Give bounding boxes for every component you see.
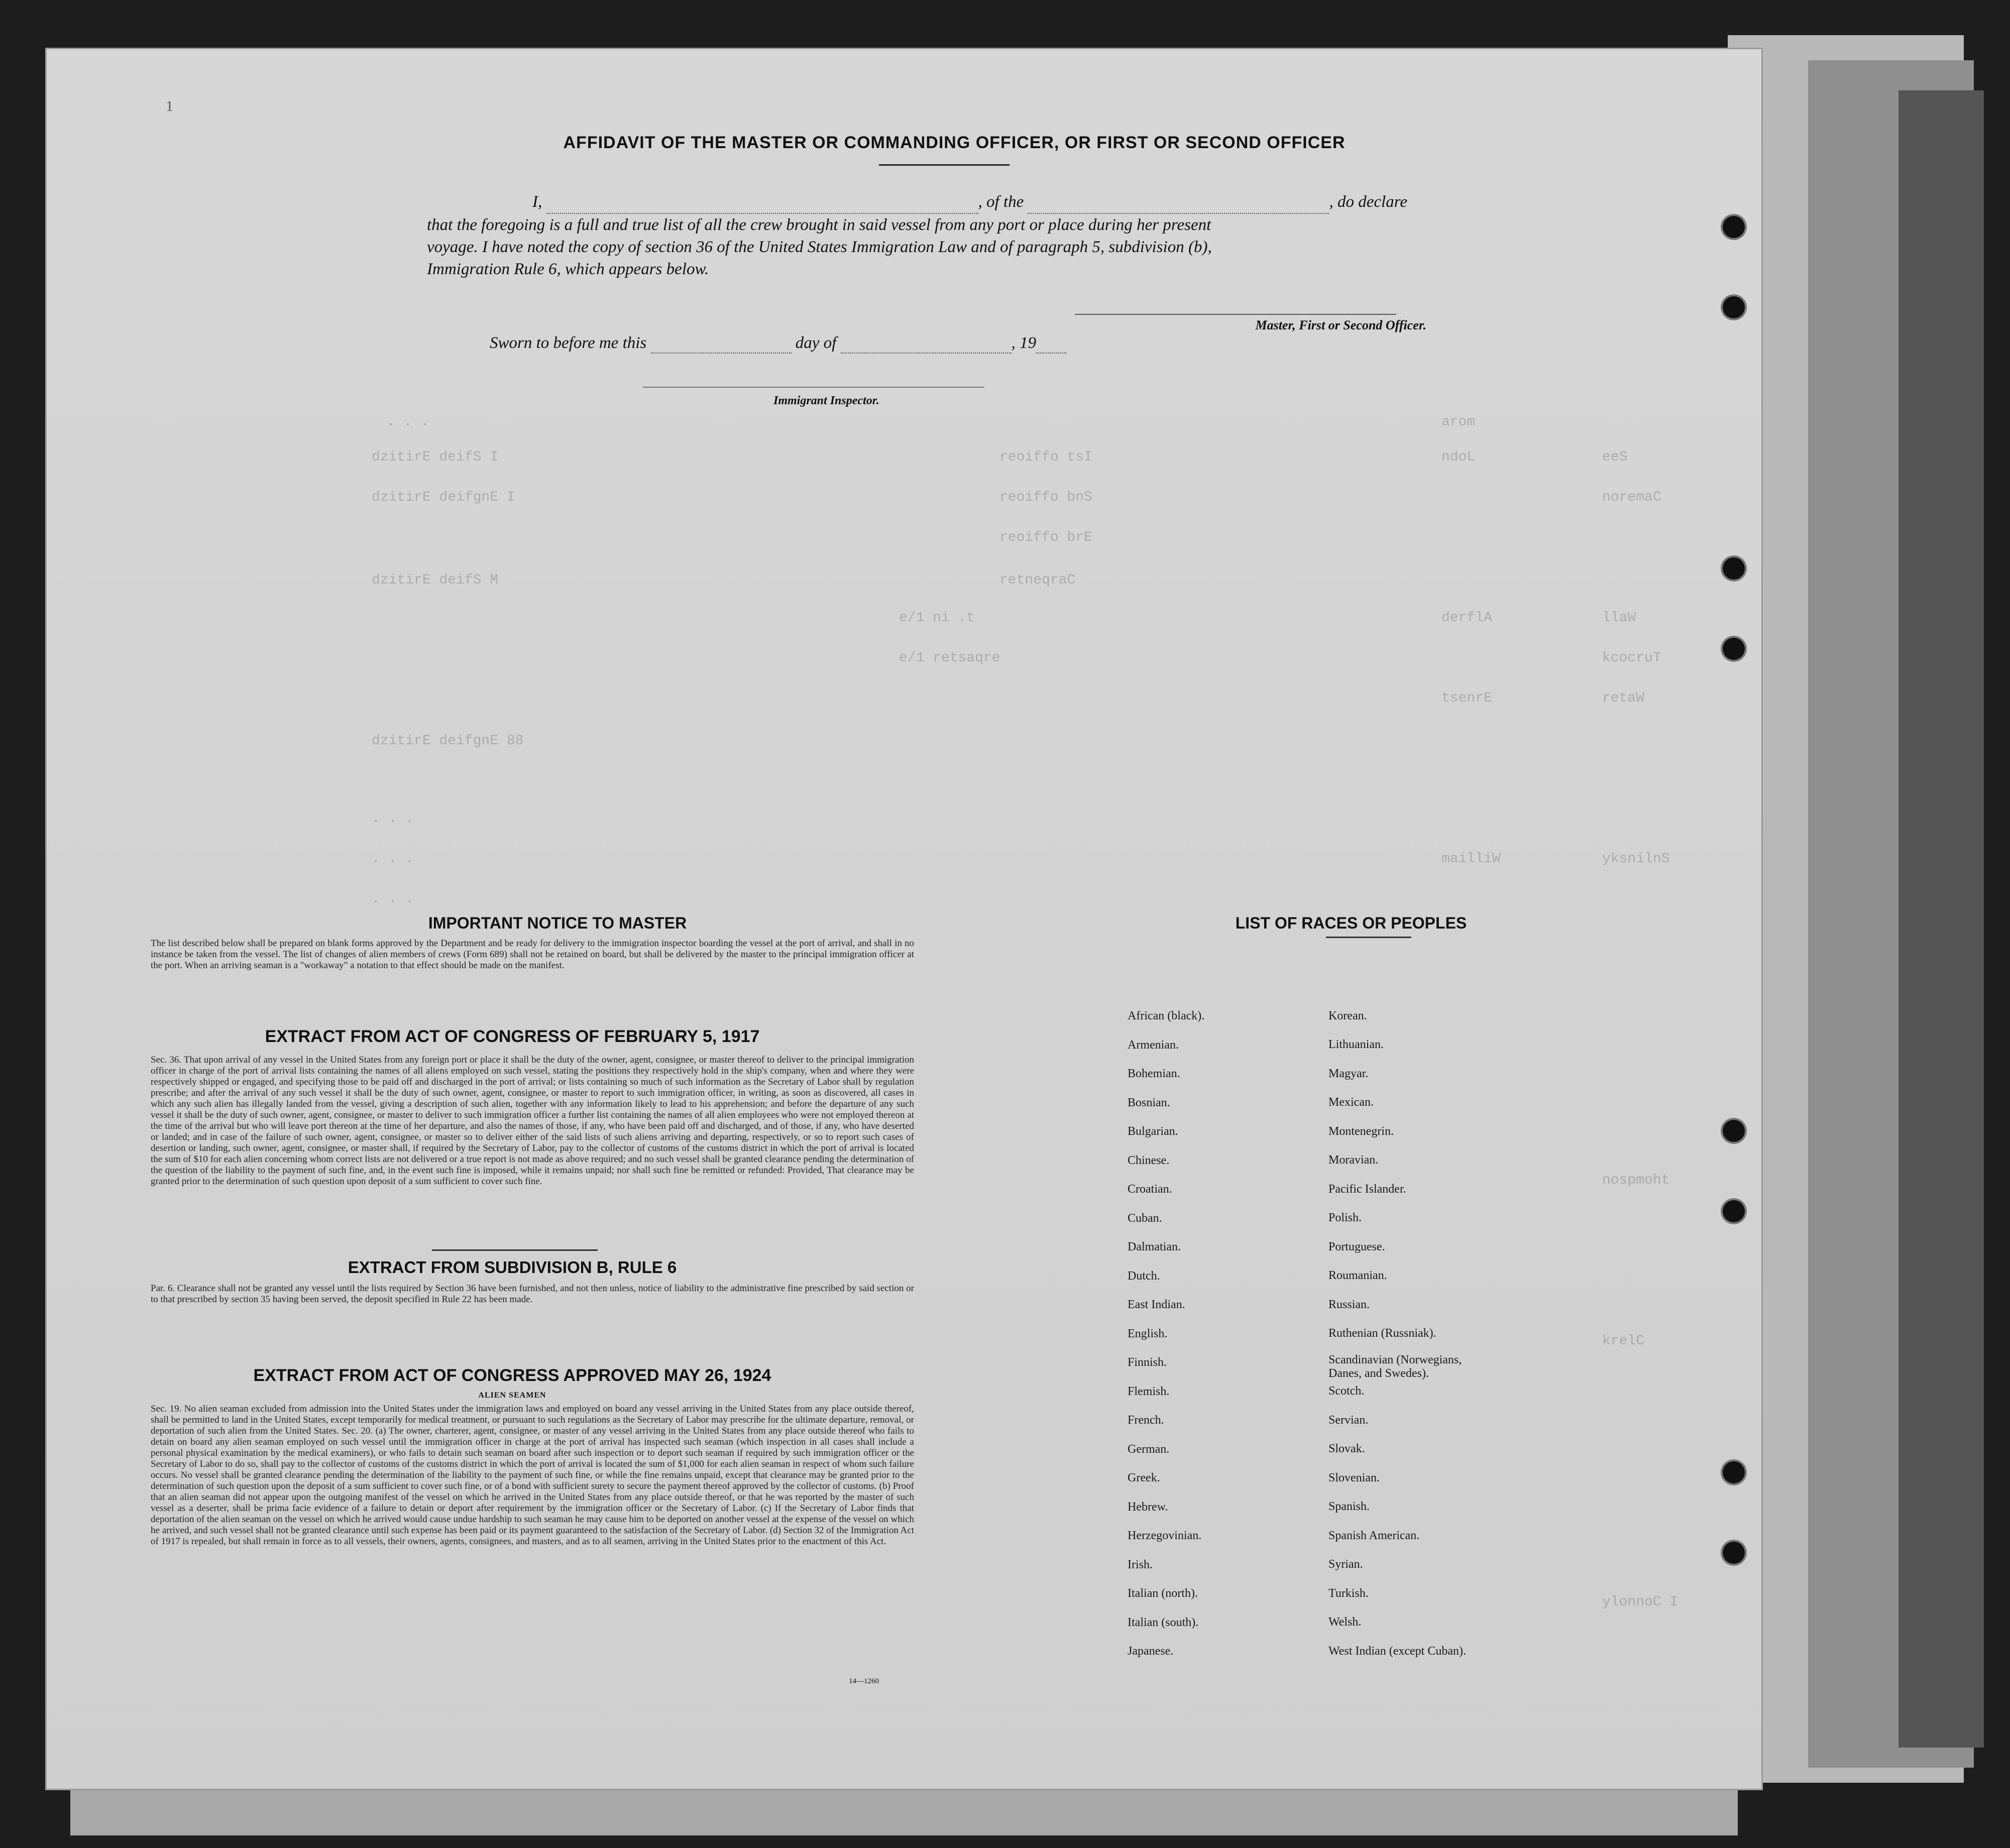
bleed-through-text: e/1 retsaqre [899, 650, 1000, 666]
races-title: LIST OF RACES OR PEOPLES [1235, 914, 1467, 932]
bleed-through-text: . . . [372, 891, 414, 907]
extract-1924-text: Sec. 19. No alien seaman excluded from admission into the United States under the immigration laws and employed on board any vessel arriving in the United States from any place outside thereof, shall be permitted to land in the United States, except temporarily for medical treatment, or pursuant to such regulations as the Secretary of Labor may prescribe for the ultimate departure, removal, or deportation of such alien from the United States. Sec. 20. (a) The owner, charterer, agent, consignee, or master of any vessel arriving in the United States from any place outside thereof who fails to detain on board any alien seaman employed on such vessel until the immigration officer in charge at the port of arrival has inspected such seaman (which inspection in all cases shall include a personal physical examination by the medical examiners), or who fails to detain such seaman on board after such inspection or to deport such seaman if required by such immigration officer or the Secretary of Labor to do so, shall pay to the collector of customs of the customs district in which the port of arrival is located the sum of $1,000 for each alien seaman in respect of whom such failure occurs. No vessel shall be granted clearance pending the determination of the liability to the payment of such fine, or while the fine remains unpaid, except that clearance may be granted prior to the determination of such question upon the deposit of a sum sufficient to cover such fine, or of a bond with sufficient surety to secure the payment thereof approved by the collector of customs. (b) Proof that an alien seaman did not appear upon the outgoing manifest of the vessel on which he arrived in the United States from any place outside thereof, or that he was reported by the master of such vessel as a deserter, shall be prima facie evidence of a failure to detain or deport after requirement by the immigration officer or the Secretary of Labor. (c) If the Secretary of Labor finds that deportation of the alien seaman on the vessel on which he arrived would cause undue hardship to such seaman he may cause him to be deported on another vessel at the expense of the vessel on which he arrived, and such vessel shall not be granted clearance until such expense has been paid or its payment guaranteed to the satisfaction of the Secretary of Labor. (d) Section 32 of the Immigration Act of 1917 is repealed, but shall remain in force as to all vessels, their owners, agents, consignees, and masters, and as to all seamen, arriving in the United States prior to the enactment of this Act. [151, 1404, 914, 1547]
bleed-through-text: dzitirE deifgnE 88 [372, 733, 524, 749]
bleed-through-text: reoiffo bnS [999, 490, 1092, 505]
punch-hole [1723, 216, 1745, 238]
race-item: Mexican. [1328, 1096, 1374, 1109]
form-number: 14—1260 [849, 1677, 879, 1685]
race-item: Bohemian. [1128, 1067, 1180, 1080]
alien-seamen-subhead: ALIEN SEAMEN [478, 1391, 546, 1400]
race-item: Moravian. [1328, 1153, 1379, 1167]
punch-hole [1723, 1120, 1745, 1142]
bleed-through-text: retaW [1602, 690, 1645, 706]
day-of-label: day of [795, 334, 837, 352]
notice-text: The list described below shall be prepared on blank forms approved by the Department and be ready for delivery to the immigration inspector boarding the vessel at the port of arrival, and shall in no instance be taken from the vessel. The list of changes of alien members of crews (Form 689) shall not be retained on board, but shall be delivered by the master to the principal immigration officer at the port. When an arriving seaman is a "workaway" a notation to that effect should be made on the manifest. [151, 938, 914, 971]
section-rule [432, 1249, 598, 1251]
bleed-through-text: . . . [387, 414, 429, 430]
bleed-through-text: nospmoht [1602, 1173, 1670, 1188]
bleed-through-text: dzitirE deifS M [372, 572, 499, 588]
race-item: Scandinavian (Norwegians, [1328, 1353, 1462, 1366]
punch-hole [1723, 638, 1745, 660]
document-page [45, 48, 1763, 1790]
punch-hole [1723, 1461, 1745, 1483]
race-item: Spanish American. [1328, 1529, 1420, 1542]
race-item: Slovak. [1328, 1442, 1365, 1455]
bleed-through-text: krelC [1602, 1333, 1645, 1349]
signature-field[interactable] [1075, 314, 1396, 315]
i-label: I, [532, 193, 542, 211]
race-item: Irish. [1128, 1558, 1153, 1571]
race-item: Spanish. [1328, 1500, 1370, 1513]
race-item: Hebrew. [1128, 1500, 1168, 1514]
races-rule [1326, 937, 1411, 938]
bleed-through-text: . . . [372, 851, 414, 867]
race-item: Lithuanian. [1328, 1038, 1384, 1051]
bleed-through-text: . . . [372, 811, 414, 827]
race-item: Armenian. [1128, 1038, 1179, 1052]
inspector-signature-field[interactable] [643, 387, 984, 388]
bleed-through-text: tsenrE [1441, 690, 1492, 706]
background-page-edge [70, 1785, 1738, 1835]
bleed-through-text: derflA [1441, 610, 1492, 626]
bleed-through-text: eeS [1602, 449, 1628, 465]
affidavit-line-1 [427, 191, 1482, 214]
race-item: Welsh. [1328, 1615, 1362, 1629]
race-item: West Indian (except Cuban). [1328, 1645, 1466, 1658]
signature-label: Master, First or Second Officer. [1255, 318, 1426, 332]
sworn-label: Sworn to before me this [490, 334, 647, 352]
bleed-through-text: yksnilnS [1602, 851, 1670, 867]
affidavit-line-4: Immigration Rule 6, which appears below. [427, 260, 709, 278]
bleed-through-text: llaW [1602, 610, 1636, 626]
affidavit-body [427, 191, 1482, 280]
bleed-through-text: mailliW [1441, 851, 1501, 867]
race-item: Korean. [1328, 1009, 1367, 1022]
race-item: Slovenian. [1328, 1471, 1380, 1484]
race-item: Scotch. [1328, 1384, 1365, 1398]
name-field[interactable] [546, 191, 978, 214]
race-item: Herzegovinian. [1128, 1529, 1202, 1542]
race-item: Ruthenian (Russniak). [1328, 1327, 1436, 1340]
background-page [1899, 90, 1984, 1748]
punch-hole [1723, 1200, 1745, 1222]
race-item: Pacific Islander. [1328, 1183, 1406, 1196]
sworn-day-field[interactable] [651, 334, 792, 354]
race-item: English. [1128, 1327, 1168, 1340]
race-item: French. [1128, 1414, 1164, 1427]
extract-1917-text: Sec. 36. That upon arrival of any vessel in the United States from any foreign port or place it shall be the duty of the owner, agent, consignee, or master thereof to deliver to the principal immigration officer in charge of the port of arrival lists containing the names of all aliens employed on such vessel, stating the positions they respectively hold in the ship's company, when and where they were respectively shipped or engaged, and specifying those to be paid off and discharged in the port of arrival; or lists containing so much of such information as the Secretary of Labor shall by regulation prescribe; and after the arrival of any such vessel it shall be the duty of such owner, agent, consignee, or master to report to such immigration officer, in writing, as soon as discovered, all cases in which any such alien has illegally landed from the vessel, giving a description of such alien, together with any information likely to lead to his apprehension; and before the departure of any such vessel it shall be the duty of such owner, agent, consignee, or master to deliver to such immigration officer a further list containing the names of all alien employees who were not employed thereon at the time of the arrival but who will leave port thereon at the time of her departure, and also the names of those, if any, who have been paid off and discharged, and of those, if any, who have deserted or landed; and in case of the failure of such owner, agent, consignee, or master so to deliver either of the said lists of such aliens arriving and departing, respectively, or so to report such cases of desertion or landing, such owner, agent, consignee, or master shall, if required by the Secretary of Labor, pay to the collector of customs of the customs district in which the port of arrival is located the sum of $10 for each alien concerning whom correct lists are not delivered or a true report is not made as above required; and no such vessel shall be granted clearance pending the determination of the question of the liability to the payment of such fine, and, in the event such fine is imposed, while it remains unpaid; nor shall such fine be remitted or refunded: Provided, That clearance may be granted prior to the determination of such question upon deposit of a sum sufficient to cover such fine. [151, 1055, 914, 1187]
notice-title: IMPORTANT NOTICE TO MASTER [428, 914, 687, 932]
race-item: Portuguese. [1328, 1240, 1385, 1253]
race-item: Roumanian. [1328, 1269, 1387, 1282]
bleed-through-text: reoiffo brE [999, 530, 1092, 545]
extract-rule6-text: Par. 6. Clearance shall not be granted any vessel until the lists required by Section 36 have been furnished, and not then unless, notice of liability to the administrative fine prescribed by said section or to that prescribed by section 35 having been served, the deposit specified in Rule 22 has been made. [151, 1283, 914, 1305]
bleed-through-text: retneqraC [999, 572, 1076, 588]
bleed-through-text: reoiffo tsI [999, 449, 1092, 465]
race-item: Turkish. [1328, 1587, 1369, 1600]
bleed-through-text: ylonnoC I [1602, 1594, 1679, 1610]
bleed-through-text: kcocruT [1602, 650, 1661, 666]
race-item: German. [1128, 1442, 1170, 1456]
race-item: Chinese. [1128, 1153, 1170, 1167]
race-item: Magyar. [1328, 1067, 1369, 1080]
race-item: Croatian. [1128, 1183, 1172, 1196]
race-item: Japanese. [1128, 1645, 1174, 1658]
inspector-label: Immigrant Inspector. [773, 394, 879, 407]
bleed-through-text: dzitirE deifS I [372, 449, 499, 465]
margin-mark: 1 [166, 98, 173, 114]
race-item: Bosnian. [1128, 1096, 1170, 1109]
year-label: , 19 [1011, 334, 1037, 352]
race-item: Greek. [1128, 1471, 1160, 1484]
race-item: Polish. [1328, 1211, 1362, 1224]
race-item: Syrian. [1328, 1558, 1363, 1571]
race-item: East Indian. [1128, 1298, 1185, 1311]
sworn-year-field[interactable] [1036, 334, 1066, 354]
race-item: Montenegrin. [1328, 1125, 1394, 1138]
race-item: Russian. [1328, 1298, 1370, 1311]
punch-hole [1723, 1542, 1745, 1564]
race-item: Danes, and Swedes). [1328, 1367, 1429, 1380]
race-item: Italian (south). [1128, 1615, 1199, 1629]
sworn-line [490, 334, 1193, 354]
bleed-through-text: dzitirE deifgnE I [372, 490, 515, 505]
extract-1924-title: EXTRACT FROM ACT OF CONGRESS APPROVED MAY 26, 1924 [253, 1366, 771, 1385]
declare-label: , do declare [1329, 193, 1407, 211]
bleed-through-text: arom [1441, 414, 1476, 430]
affidavit-line-2: that the foregoing is a full and true list of all the crew brought in said vessel from any port or place during her present [427, 216, 1211, 234]
punch-hole [1723, 296, 1745, 318]
extract-rule6-title: EXTRACT FROM SUBDIVISION B, RULE 6 [348, 1258, 677, 1277]
race-item: Servian. [1328, 1414, 1369, 1427]
race-item: Dutch. [1128, 1269, 1160, 1283]
race-item: Finnish. [1128, 1356, 1167, 1369]
race-item: Flemish. [1128, 1384, 1170, 1398]
race-item: Italian (north). [1128, 1587, 1198, 1600]
vessel-field[interactable] [1028, 191, 1329, 214]
race-item: African (black). [1128, 1009, 1205, 1022]
bleed-through-text: noremaC [1602, 490, 1661, 505]
race-item: Cuban. [1128, 1211, 1162, 1225]
bleed-through-text: e/1 ni .t [899, 610, 975, 626]
affidavit-line-3: voyage. I have noted the copy of section 36 of the United States Immigration Law and of paragraph 5, subdivision (b), [427, 238, 1212, 256]
of-the-label: , of the [978, 193, 1024, 211]
bleed-through-text: ndoL [1441, 449, 1476, 465]
sworn-month-field[interactable] [841, 334, 1012, 354]
race-item: Bulgarian. [1128, 1125, 1178, 1138]
title-rule [879, 164, 1010, 166]
affidavit-title: AFFIDAVIT OF THE MASTER OR COMMANDING OFFICER, OR FIRST OR SECOND OFFICER [563, 133, 1346, 152]
punch-hole [1723, 557, 1745, 580]
race-item: Dalmatian. [1128, 1240, 1181, 1253]
extract-1917-title: EXTRACT FROM ACT OF CONGRESS OF FEBRUARY 5, 1917 [265, 1027, 760, 1046]
